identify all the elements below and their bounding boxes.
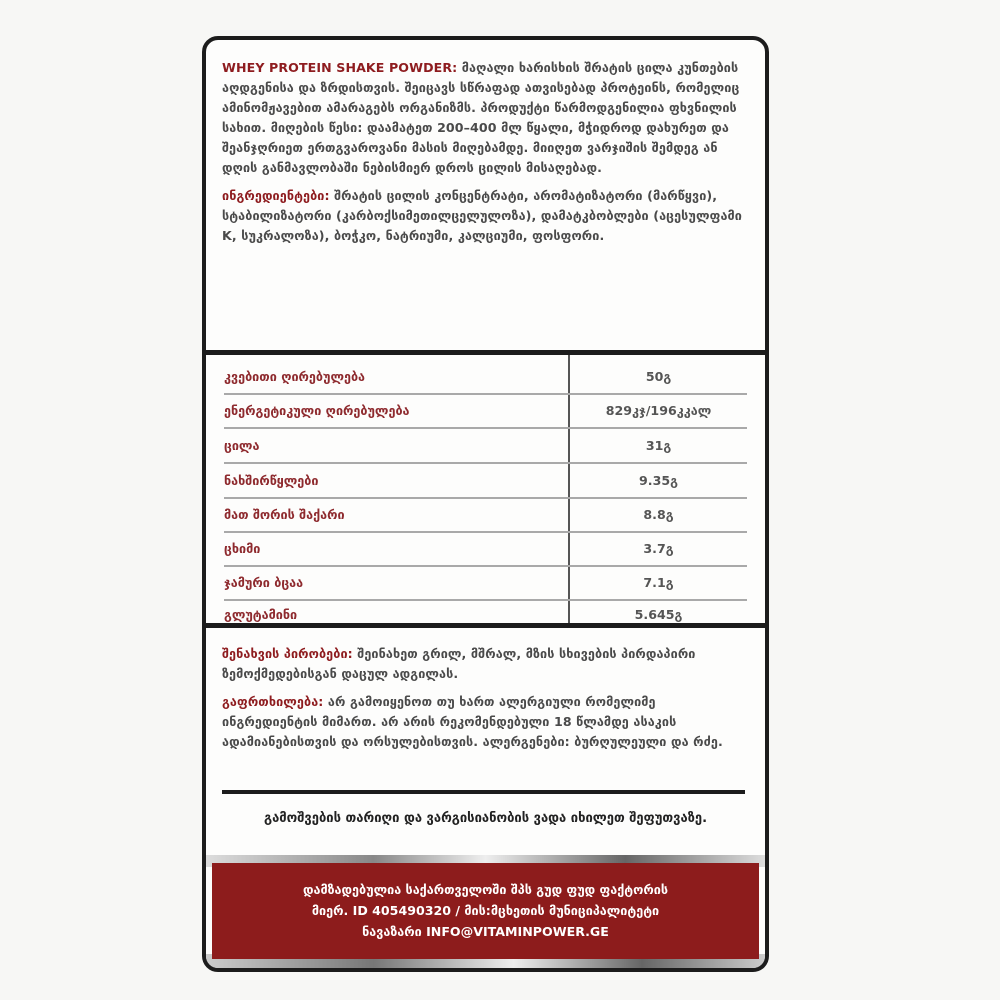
warning-label: გაფრთხილება: (222, 694, 324, 709)
nutrient-label: მათ შორის შაქარი (224, 507, 345, 522)
storage-label: შენახვის პირობები: (222, 646, 353, 661)
nutrition-row (224, 361, 747, 395)
warning-text: არ გამოიყენოთ თუ ხართ ალერგიული რომელიმე ინგრედიენტის მიმართ. არ არის რეკომენდებული 18 წლამდე ასაკის ადამიანებისთვის და ორსულებისთვის. ალერგენები: ბურღულეული და რძე. (222, 694, 723, 749)
nutrient-label: გლუტამინი (224, 607, 298, 622)
row-divider (224, 462, 747, 464)
nutrition-row (224, 533, 747, 567)
nutrient-value: 829კჯ/196კკალ (605, 403, 712, 418)
ingredients-label: ინგრედიენტები: (222, 188, 330, 203)
usage-text: მიღების წესი: დაამატეთ 200–400 მლ წყალი, მჭიდროდ დახურეთ და შეანჯღრიეთ ერთგვაროვანი მასის მიღებამდე. მიიღეთ ვარჯიშის შემდეგ ან დღის განმავლობაში ნებისმიერ დროს ცილის მისაღებად. (222, 120, 729, 175)
nutrient-value: 5.645გ (634, 607, 683, 622)
nutrition-row (224, 567, 747, 601)
nutrition-table (206, 355, 765, 623)
nutrient-label: კვებითი ღირებულება (224, 369, 366, 384)
storage-warning-section (206, 628, 765, 788)
footer-line: დამზადებულია საქართველოში შპს გუდ ფუდ ფაქტორის (302, 882, 668, 897)
nutrient-value: 50გ (645, 369, 672, 384)
product-title: WHEY PROTEIN SHAKE POWDER: (222, 60, 458, 75)
manufacturer-footer (212, 863, 759, 959)
description-paragraph (222, 58, 751, 178)
ingredients-text: შრატის ცილის კონცენტრატი, არომატიზატორი (მარწყვი), სტაბილიზატორი (კარბოქსიმეთილცელულოზა), დამატკბობლები (აცესულფამი K, სუკრალოზა), ბოჭკო, ნატრიუმი, კალციუმი, ფოსფორი. (222, 188, 742, 243)
product-label (202, 36, 769, 972)
expiry-note: გამოშვების თარიღი და ვარგისიანობის ვადა იხილეთ შეფუთვაზე. (263, 811, 708, 826)
footer-line: ნავაზარი INFO@VITAMINPOWER.GE (362, 924, 609, 939)
ingredients-paragraph (222, 186, 751, 246)
nutrient-label: ენერგეტიკული ღირებულება (224, 403, 410, 418)
nutrition-row (224, 465, 747, 499)
nutrient-value: 3.7გ (643, 541, 674, 556)
description-section (206, 40, 765, 354)
nutrition-row (224, 499, 747, 533)
nutrient-label: ცხიმი (224, 541, 261, 556)
nutrient-value: 8.8გ (643, 507, 674, 522)
nutrition-row (224, 430, 747, 464)
description-text: მაღალი ხარისხის შრატის ცილა კუნთების აღდგენისა და ზრდისთვის. შეიცავს სწრაფად ათვისებად პროტეინს, რომელიც ამინომჟავებით ამარაგებს ორგანიზმს. პროდუქტი წარმოდგენილია ფხვნილის სახით. (222, 60, 740, 135)
nutrient-value: 7.1გ (643, 575, 674, 590)
storage-text: შეინახეთ გრილ, მშრალ, მზის სხივების პირდაპირი ზემოქმედებისგან დაცულ ადგილას. (222, 646, 696, 681)
nutrient-label: ცილა (224, 438, 260, 453)
storage-paragraph (222, 644, 751, 684)
nutrient-value: 9.35გ (639, 473, 678, 488)
nutrient-label: ჯამური ბცაა (224, 575, 304, 590)
horizontal-rule (222, 790, 745, 794)
row-divider (224, 427, 747, 429)
footer-line: მიერ. ID 405490320 / მის:მცხეთის მუნიციპალიტეტი (311, 903, 660, 918)
nutrition-row (224, 395, 747, 429)
nutrient-value: 31გ (645, 438, 672, 453)
nutrient-label: ნახშირწყლები (224, 473, 319, 488)
warning-paragraph (222, 692, 751, 752)
